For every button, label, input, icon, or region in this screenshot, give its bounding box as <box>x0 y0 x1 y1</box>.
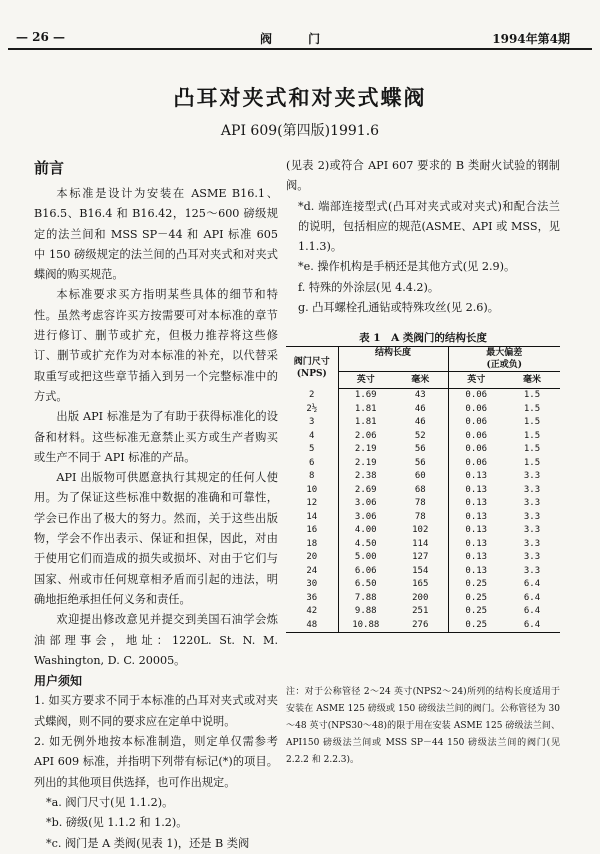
option-item-f: f. 特殊的外涂层(见 4.4.2)。 <box>298 280 440 294</box>
article-subtitle: API 609(第四版)1991.6 <box>220 123 380 139</box>
cell-size: 30 <box>286 578 338 592</box>
option-item-d: *d. 端部连接型式(凸耳对夹式或对夹式)和配合法兰的说明，包括相应的规范(ASME、API 或 MSS，见 1.1.3)。 <box>298 199 560 254</box>
table-row <box>286 619 560 633</box>
cell-dev-in: 0.25 <box>465 606 488 616</box>
table-row <box>286 470 560 484</box>
cell-dev-mm: 1.5 <box>523 430 541 441</box>
cell-length-mm: 43 <box>393 389 448 403</box>
cell-length-mm: 68 <box>393 484 448 498</box>
face-to-face-table <box>286 346 560 633</box>
cell-dev-mm: 1.5 <box>523 417 541 427</box>
cell-size: 16 <box>286 524 338 538</box>
user-notes-heading: 用户须知 <box>34 674 83 689</box>
table-row <box>286 430 560 444</box>
option-item-e: *e. 操作机构是手柄还是其他方式(见 2.9)。 <box>298 260 516 274</box>
cell-length-mm: 56 <box>393 443 448 457</box>
col-header-deviation-sub: (正或负) <box>486 360 523 370</box>
unit-mm: 毫米 <box>504 372 560 389</box>
cell-dev-mm: 1.5 <box>523 457 541 468</box>
cell-length-in: 2.19 <box>354 457 377 468</box>
cell-dev-in: 0.13 <box>465 498 488 508</box>
col-header-size <box>286 347 338 389</box>
cell-length-in: 2.19 <box>354 444 377 454</box>
cell-dev-mm: 3.3 <box>523 471 541 481</box>
table-row <box>286 565 560 579</box>
cell-length-mm: 251 <box>393 605 448 619</box>
cell-length-in: 4.50 <box>354 538 377 549</box>
cell-length-in: 10.88 <box>338 619 393 633</box>
cell-length-in: 2.69 <box>354 484 377 495</box>
cell-dev-mm: 1.5 <box>523 444 541 454</box>
cell-dev-mm: 3.3 <box>523 565 541 576</box>
table-caption: 表 1 A 类阀门的结构长度 <box>359 332 487 344</box>
cell-dev-mm: 6.4 <box>504 619 560 633</box>
cell-length-in: 5.00 <box>354 552 377 562</box>
preface-paragraph: API 出版物可供愿意执行其规定的任何人使用。为了保证这些标准中数据的准确和可靠性，学会已作出了极大的努力。然而，关于这些出版物，学会不作出表示、保证和担保，因此，对由于使用它们而造成的损失或损坏、对由于它们与国家、州或市任何规章相矛盾而引起的违法，明确地拒绝承担任何义务和责任。 <box>34 471 278 606</box>
header-rule <box>8 48 592 50</box>
cell-dev-in: 0.13 <box>465 484 488 495</box>
cell-dev-in: 0.06 <box>465 390 488 400</box>
cell-size: 20 <box>286 551 338 565</box>
table-row <box>286 443 560 457</box>
cell-size: 36 <box>286 592 338 606</box>
page-header <box>8 30 592 44</box>
cell-dev-mm: 1.5 <box>523 403 541 414</box>
cell-size: 42 <box>286 605 338 619</box>
cell-length-mm: 200 <box>393 592 448 606</box>
cell-size: 10 <box>286 484 338 498</box>
cell-size: 14 <box>286 511 338 525</box>
table-row <box>286 389 560 403</box>
cell-dev-mm: 6.4 <box>523 606 541 616</box>
unit-inch: 英寸 <box>338 372 393 389</box>
cell-length-mm: 46 <box>393 416 448 430</box>
cell-dev-mm: 3.3 <box>523 498 541 508</box>
cell-dev-in: 0.25 <box>448 619 504 633</box>
option-item-c-continued: (见表 2)或符合 API 607 要求的 B 类耐火试验的钢制阀。 <box>286 159 560 193</box>
cell-dev-in: 0.13 <box>465 511 488 522</box>
cell-length-mm: 78 <box>393 511 448 525</box>
cell-dev-mm: 3.3 <box>523 538 541 549</box>
user-note-item: 1. 如买方要求不同于本标准的凸耳对夹式或对夹式蝶阀，则不同的要求应在定单中说明。 <box>34 694 278 728</box>
cell-dev-in: 0.13 <box>465 471 488 481</box>
table-row <box>286 578 560 592</box>
cell-length-in: 2.38 <box>354 471 377 481</box>
cell-dev-in: 0.13 <box>465 565 488 576</box>
issue-label: 1994年第4期 <box>492 32 570 46</box>
table-row <box>286 403 560 417</box>
cell-length-in: 3.06 <box>354 511 377 522</box>
cell-dev-in: 0.06 <box>465 444 488 454</box>
preface-heading: 前言 <box>34 159 65 177</box>
table-note: 注：对于公称管径 2～24 英寸(NPS2～24)所列的结构长度适用于安装在 ASME 125 磅级或 150 磅级法兰间的阀门。公称管径为 30～48 英寸(NPS30～48)的限于用在安装 ASME 125 磅级法兰间、API150 磅级法兰间或 MSS SP－44 150 磅级法兰间的阀门(见 2.2.2 和 2.2.3)。 <box>286 687 560 765</box>
cell-dev-in: 0.06 <box>465 457 488 468</box>
cell-dev-in: 0.25 <box>465 592 488 603</box>
cell-length-in: 1.81 <box>354 403 377 414</box>
table-row <box>286 416 560 430</box>
table-row <box>286 511 560 525</box>
cell-size: 4 <box>286 430 338 444</box>
cell-length-in: 1.69 <box>354 390 377 400</box>
cell-size: 24 <box>286 565 338 579</box>
preface-paragraph: 出版 API 标准是为了有助于获得标准化的设备和材料。这些标准无意禁止买方或生产者购买或生产不同于 API 标准的产品。 <box>34 410 278 464</box>
cell-length-mm: 102 <box>393 524 448 538</box>
cell-length-in: 2.06 <box>354 430 377 441</box>
col-header-length-label: 结构长度 <box>374 348 411 358</box>
col-header-deviation-label: 最大偏差 <box>486 348 523 358</box>
cell-length-mm: 78 <box>393 497 448 511</box>
cell-dev-in: 0.06 <box>465 430 488 441</box>
cell-length-in: 6.50 <box>354 579 377 589</box>
left-column <box>34 156 278 854</box>
cell-dev-in: 0.06 <box>465 403 488 414</box>
cell-dev-mm: 3.3 <box>523 552 541 562</box>
table-body <box>286 389 560 633</box>
table-row <box>286 524 560 538</box>
cell-size: 8 <box>286 470 338 484</box>
table-row <box>286 538 560 552</box>
cell-length-mm: 56 <box>393 457 448 471</box>
cell-length-in: 4.00 <box>354 525 377 535</box>
option-item-c: *c. 阀门是 A 类阀(见表 1)，还是 B 类阀 <box>46 836 250 850</box>
cell-dev-mm: 1.5 <box>523 390 541 400</box>
cell-length-in: 7.88 <box>354 592 377 603</box>
preface-paragraph: 本标准要求买方指明某些具体的细节和特性。虽然考虑容许买方按需要可对本标准的章节进行修订、删节或扩充，但极力推荐将这些修订、删节或扩充作为对本标准的补充，以代替采取重写或把这些章节插入到另一个完整标准中的方式。 <box>34 288 278 403</box>
cell-size: 48 <box>286 619 338 633</box>
col-header-size-unit: (NPS) <box>296 368 327 379</box>
cell-dev-in: 0.13 <box>465 552 488 562</box>
cell-length-mm: 114 <box>393 538 448 552</box>
col-header-length <box>338 347 448 372</box>
cell-length-mm: 165 <box>393 578 448 592</box>
cell-length-mm: 60 <box>393 470 448 484</box>
option-item-g: g. 凸耳螺栓孔通钻或特殊攻丝(见 2.6)。 <box>298 301 499 315</box>
col-header-deviation <box>448 347 560 372</box>
option-item-b: *b. 磅级(见 1.1.2 和 1.2)。 <box>46 816 188 830</box>
cell-length-in: 1.81 <box>354 417 377 427</box>
cell-size: 3 <box>286 416 338 430</box>
cell-dev-mm: 6.4 <box>523 579 541 589</box>
cell-dev-in: 0.06 <box>465 417 488 427</box>
cell-length-mm: 52 <box>393 430 448 444</box>
cell-dev-in: 0.25 <box>465 579 488 589</box>
article-title: 凸耳对夹式和对夹式蝶阀 <box>173 85 427 110</box>
cell-dev-mm: 3.3 <box>523 484 541 495</box>
table-row <box>286 457 560 471</box>
cell-dev-mm: 6.4 <box>523 592 541 603</box>
cell-size: 18 <box>286 538 338 552</box>
cell-dev-mm: 3.3 <box>523 511 541 522</box>
preface-paragraph: 本标准是设计为安装在 ASME B16.1、B16.5、B16.4 和 B16.42，125～600 磅级规定的法兰间和 MSS SP－44 和 API 标准 605 中 150 磅级规定的法兰间的凸耳对夹式和对夹式蝶阀的购买规范。 <box>34 187 278 282</box>
right-column <box>286 156 560 318</box>
cell-length-in: 3.06 <box>354 498 377 508</box>
option-item-a: *a. 阀门尺寸(见 1.1.2)。 <box>46 795 174 809</box>
preface-paragraph: 欢迎提出修改意见并提交到美国石油学会炼油部理事会，地址：1220L. St. N. M. Washington, D. C. 20005。 <box>34 613 278 667</box>
cell-size: 5 <box>286 443 338 457</box>
unit-mm: 毫米 <box>393 372 448 389</box>
cell-dev-mm: 3.3 <box>523 525 541 535</box>
cell-length-mm: 46 <box>393 403 448 417</box>
cell-length-mm: 127 <box>393 551 448 565</box>
cell-dev-in: 0.13 <box>465 538 488 549</box>
cell-size: 2 <box>286 389 338 403</box>
col-header-size-label: 阀门尺寸 <box>293 356 330 367</box>
cell-length-in: 9.88 <box>354 606 377 616</box>
unit-inch: 英寸 <box>448 372 504 389</box>
table-row <box>286 484 560 498</box>
cell-length-in: 6.06 <box>354 565 377 576</box>
table-row <box>286 592 560 606</box>
page-number: — 26 — <box>16 30 66 44</box>
cell-length-mm: 276 <box>393 619 448 633</box>
cell-size: 2½ <box>286 403 338 417</box>
table-row <box>286 551 560 565</box>
journal-name: 阀 门 <box>260 32 337 46</box>
cell-length-mm: 154 <box>393 565 448 579</box>
table-row <box>286 605 560 619</box>
cell-dev-in: 0.13 <box>465 525 488 535</box>
table-row <box>286 497 560 511</box>
cell-size: 6 <box>286 457 338 471</box>
user-note-item: 2. 如无例外地按本标准制造，则定单仅需参考 API 609 标准，并指明下列带有标记(*)的项目。列出的其他项目供选择，也可作出规定。 <box>34 735 278 789</box>
cell-size: 12 <box>286 497 338 511</box>
